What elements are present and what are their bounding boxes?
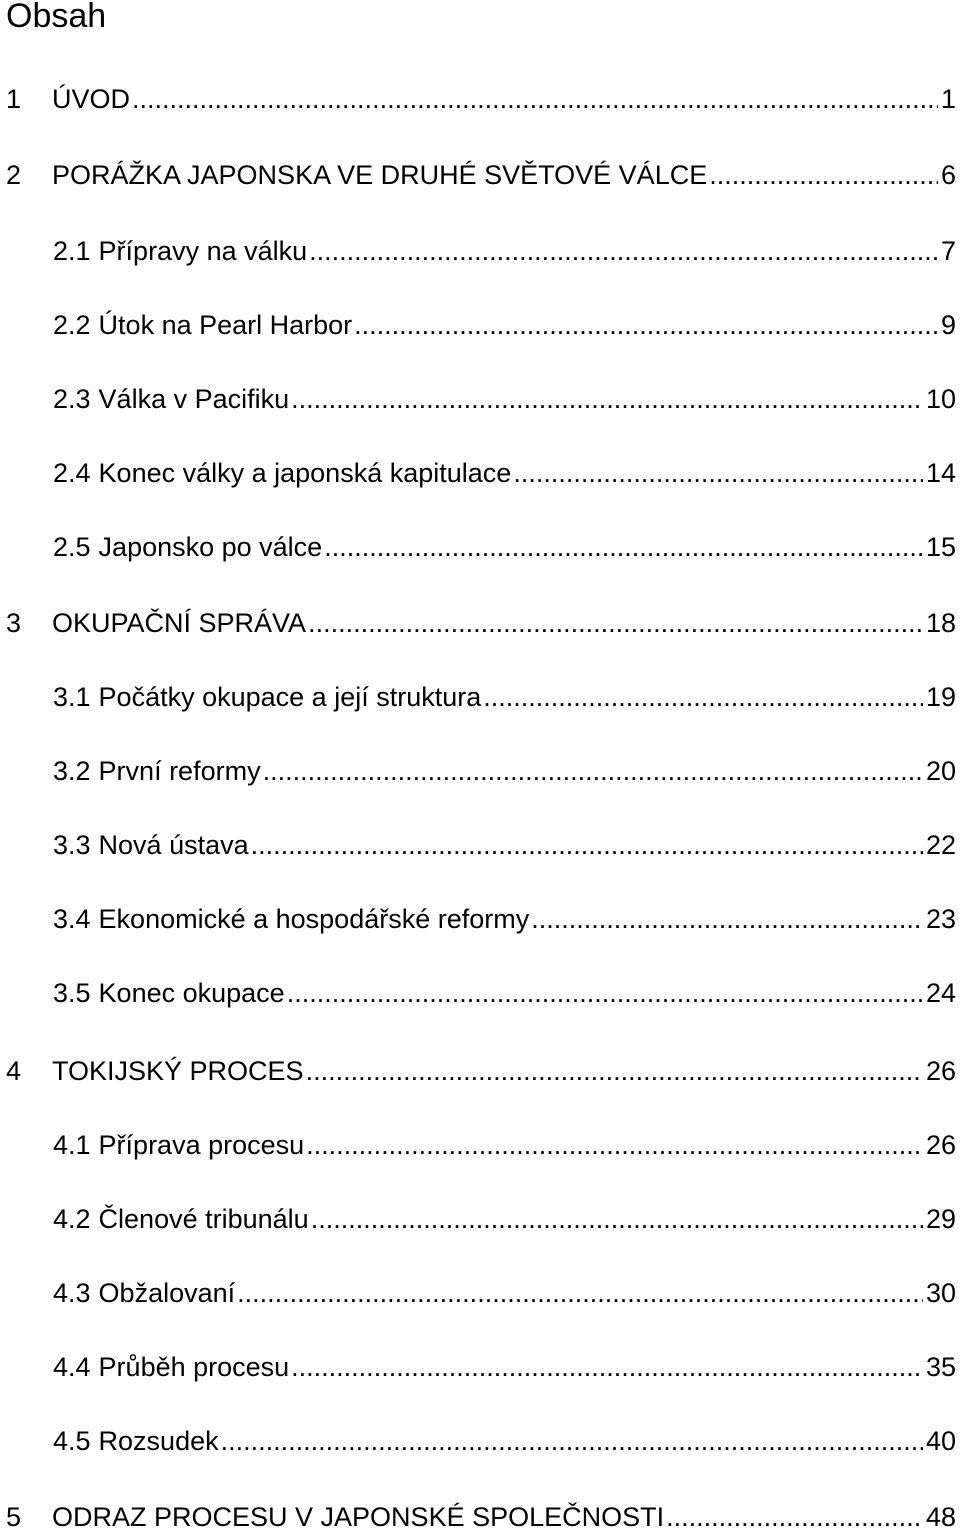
dot-leader xyxy=(513,456,923,490)
toc-page-number: 40 xyxy=(925,1426,956,1456)
toc-number: 2.4 xyxy=(53,458,91,488)
toc-page-number: 15 xyxy=(925,532,956,562)
toc-page-number: 6 xyxy=(940,160,956,190)
toc-entry-5[interactable] xyxy=(6,1500,956,1534)
toc-number: 4.4 xyxy=(53,1352,91,1382)
toc-number: 3.4 xyxy=(53,904,91,934)
toc-label: Počátky okupace a její struktura xyxy=(98,682,482,712)
toc-label: Útok na Pearl Harbor xyxy=(98,310,353,340)
toc-number: 3.5 xyxy=(53,978,91,1008)
toc-number: 4.1 xyxy=(53,1130,91,1160)
toc-number: 4.2 xyxy=(53,1204,91,1234)
toc-entry-4-4[interactable] xyxy=(53,1350,956,1384)
toc-entry-2[interactable] xyxy=(6,158,956,192)
toc-page-number: 19 xyxy=(925,682,956,712)
toc-page-number: 10 xyxy=(925,384,956,414)
toc-entry-4-3[interactable] xyxy=(53,1276,956,1310)
toc-number: 4 xyxy=(6,1056,22,1086)
dot-leader xyxy=(291,382,923,416)
toc-page-number: 24 xyxy=(925,978,956,1008)
toc-entry-3[interactable] xyxy=(6,606,956,640)
toc-entry-4-1[interactable] xyxy=(53,1128,956,1162)
toc-entry-2-3[interactable] xyxy=(53,382,956,416)
toc-entry-4-2[interactable] xyxy=(53,1202,956,1236)
toc-page-number: 18 xyxy=(925,608,956,638)
dot-leader xyxy=(483,680,923,714)
toc-number: 3.3 xyxy=(53,830,91,860)
page-title: Obsah xyxy=(6,0,107,35)
toc-page-number: 22 xyxy=(925,830,956,860)
toc-page-number: 35 xyxy=(925,1352,956,1382)
toc-entry-4-5[interactable] xyxy=(53,1424,956,1458)
toc-page-number: 48 xyxy=(925,1502,956,1532)
dot-leader xyxy=(354,308,938,342)
toc-label: První reformy xyxy=(98,756,261,786)
toc-number: 2.1 xyxy=(53,236,91,266)
toc-label: Ekonomické a hospodářské reformy xyxy=(98,904,530,934)
toc-entry-2-2[interactable] xyxy=(53,308,956,342)
dot-leader xyxy=(306,1128,923,1162)
toc-page-number: 7 xyxy=(940,236,956,266)
dot-leader xyxy=(237,1276,923,1310)
toc-label: Průběh procesu xyxy=(98,1352,290,1382)
toc-label: Válka v Pacifiku xyxy=(98,384,290,414)
dot-leader xyxy=(311,1202,923,1236)
toc-page-number: 20 xyxy=(925,756,956,786)
toc-page-number: 1 xyxy=(940,84,956,114)
toc-page-number: 23 xyxy=(925,904,956,934)
toc-entry-4[interactable] xyxy=(6,1054,956,1088)
dot-leader xyxy=(531,902,923,936)
dot-leader xyxy=(309,234,938,268)
toc-label: TOKIJSKÝ PROCES xyxy=(52,1056,304,1086)
toc-page-number: 9 xyxy=(940,310,956,340)
toc-entry-3-5[interactable] xyxy=(53,976,956,1010)
dot-leader xyxy=(324,530,923,564)
toc-label: Nová ústava xyxy=(98,830,249,860)
dot-leader xyxy=(221,1424,923,1458)
dot-leader xyxy=(287,976,923,1010)
toc-label: OKUPAČNÍ SPRÁVA xyxy=(52,608,307,638)
dot-leader xyxy=(308,606,923,640)
toc-entry-2-1[interactable] xyxy=(53,234,956,268)
toc-label: Obžalovaní xyxy=(98,1278,236,1308)
toc-label: Konec války a japonská kapitulace xyxy=(98,458,512,488)
toc-number: 1 xyxy=(6,84,22,114)
toc-number: 2.5 xyxy=(53,532,91,562)
toc-number: 3.1 xyxy=(53,682,91,712)
toc-number: 4.5 xyxy=(53,1426,91,1456)
dot-leader xyxy=(132,82,938,116)
toc-number: 4.3 xyxy=(53,1278,91,1308)
toc-page-number: 26 xyxy=(925,1056,956,1086)
toc-page-number: 14 xyxy=(925,458,956,488)
toc-number: 2 xyxy=(6,160,22,190)
toc-label: Konec okupace xyxy=(98,978,285,1008)
dot-leader xyxy=(306,1054,923,1088)
toc-page-number: 30 xyxy=(925,1278,956,1308)
toc-number: 5 xyxy=(6,1502,22,1532)
toc-page-number: 29 xyxy=(925,1204,956,1234)
toc-number: 2.3 xyxy=(53,384,91,414)
toc-entry-2-5[interactable] xyxy=(53,530,956,564)
dot-leader xyxy=(291,1350,923,1384)
toc-entry-2-4[interactable] xyxy=(53,456,956,490)
toc-label: Členové tribunálu xyxy=(98,1204,309,1234)
toc-entry-3-4[interactable] xyxy=(53,902,956,936)
toc-entry-1[interactable] xyxy=(6,82,956,116)
toc-label: Přípravy na válku xyxy=(98,236,308,266)
toc-label: Příprava procesu xyxy=(98,1130,305,1160)
dot-leader xyxy=(251,828,923,862)
toc-entry-3-2[interactable] xyxy=(53,754,956,788)
toc-entry-3-3[interactable] xyxy=(53,828,956,862)
toc-entry-3-1[interactable] xyxy=(53,680,956,714)
dot-leader xyxy=(666,1500,923,1534)
toc-label: PORÁŽKA JAPONSKA VE DRUHÉ SVĚTOVÉ VÁLCE xyxy=(52,160,708,190)
toc-label: ÚVOD xyxy=(52,84,131,114)
toc-number: 3.2 xyxy=(53,756,91,786)
toc-number: 3 xyxy=(6,608,22,638)
dot-leader xyxy=(263,754,923,788)
dot-leader xyxy=(709,158,938,192)
toc-label: Rozsudek xyxy=(98,1426,219,1456)
toc-label: Japonsko po válce xyxy=(98,532,323,562)
toc-page-number: 26 xyxy=(925,1130,956,1160)
toc-number: 2.2 xyxy=(53,310,91,340)
toc-label: ODRAZ PROCESU V JAPONSKÉ SPOLEČNOSTI xyxy=(52,1502,665,1532)
